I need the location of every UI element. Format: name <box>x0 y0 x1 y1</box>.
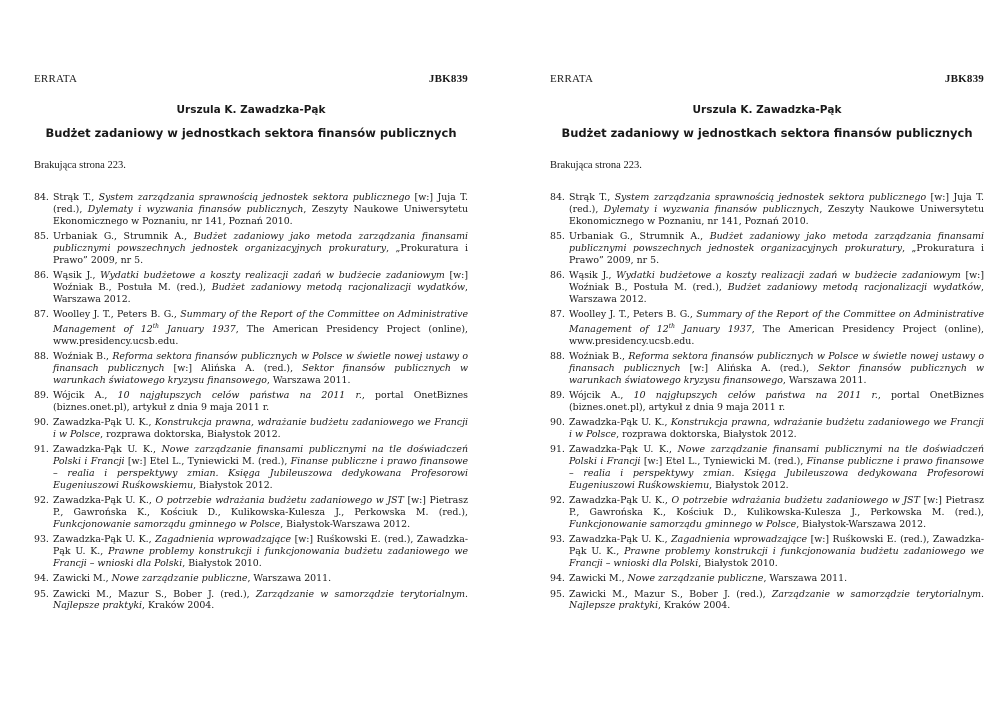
reference-number: 88. <box>550 351 565 363</box>
reference-text <box>569 231 984 266</box>
reference-text-run: , portal OnetBiznes (biznes.onet.pl), artykuł z dnia 9 maja 2011 r. <box>569 390 984 413</box>
reference-text-run: , The American Presidency Project (online), www.presidency.ucsb.edu. <box>569 323 984 347</box>
reference-number: 88. <box>34 351 49 363</box>
reference-text-run: Woźniak B., <box>53 351 113 363</box>
reference-item <box>34 573 468 585</box>
reference-text-run: Urbaniak G., Strumnik A., <box>569 230 710 242</box>
reference-item <box>550 270 984 305</box>
reference-number: 94. <box>34 573 49 585</box>
reference-text <box>53 270 468 305</box>
reference-number: 89. <box>550 390 565 402</box>
header-errata-label: ERRATA <box>34 73 78 85</box>
author-name: Urszula K. Zawadzka-Pąk <box>176 104 326 116</box>
reference-text <box>569 444 984 490</box>
reference-text-run: , Białystok 2010. <box>182 557 262 569</box>
reference-text-run: , „Prokuratura i Prawo” 2009, nr 5. <box>53 242 468 266</box>
reference-title-run: System zarządzania sprawnością jednostek sektora publicznego <box>614 192 927 203</box>
reference-text-run: [w:] Juja T. (red.), <box>53 192 468 215</box>
reference-title-run: O potrzebie wdrażania budżetu zadaniowego w JST <box>155 495 404 507</box>
reference-title-run: Zarządzanie w samorządzie terytorialnym. Najlepsze praktyki <box>569 588 984 612</box>
reference-item <box>550 573 984 585</box>
reference-text-run: Zawicki M., <box>569 573 628 585</box>
reference-text-run: Zawadzka-Pąk U. K., <box>569 417 671 429</box>
missing-page-note: Brakująca strona 223. <box>550 160 642 171</box>
reference-text-run: Urbaniak G., Strumnik A., <box>53 230 194 242</box>
errata-page-right <box>550 0 984 701</box>
reference-number: 91. <box>34 444 49 456</box>
reference-text-run: , Zeszyty Naukowe Uniwersytetu Ekonomicznego w Poznaniu, nr 141, Poznań 2010. <box>569 203 984 227</box>
reference-text-run: Woźniak B., <box>569 351 629 363</box>
reference-number: 90. <box>34 417 49 429</box>
reference-item <box>34 390 468 414</box>
reference-title-run: Konstrukcja prawna, wdrażanie budżetu zadaniowego we Francji i w Polsce <box>569 417 984 441</box>
reference-text-run: , rozprawa doktorska, Białystok 2012. <box>616 429 797 441</box>
reference-text-run: Zawicki M., Mazur S., Bober J. (red.), <box>569 588 772 600</box>
reference-text <box>53 309 468 347</box>
reference-title-run: Funkcjonowanie samorządu gminnego w Polsce <box>569 518 797 530</box>
reference-item <box>34 417 468 441</box>
reference-text <box>569 351 984 386</box>
reference-item <box>550 495 984 530</box>
reference-text-run: [w:] Alińska A. (red.), <box>680 362 819 374</box>
reference-number: 85. <box>550 230 565 242</box>
reference-title-run: Dylematy i wyzwania finansów publicznych <box>87 203 304 215</box>
reference-text-run: Woolley J. T., Peters B. G., <box>53 308 181 320</box>
reference-title-run: Konstrukcja prawna, wdrażanie budżetu zadaniowego we Francji i w Polsce <box>53 417 468 441</box>
reference-item <box>34 589 468 613</box>
reference-title-run: Zagadnienia wprowadzające <box>671 534 808 546</box>
reference-title-run: January 1937 <box>675 323 752 335</box>
reference-title-run: Funkcjonowanie samorządu gminnego w Polsce <box>53 518 281 530</box>
reference-number: 87. <box>550 308 565 320</box>
reference-text-run: , Białystok 2012. <box>709 479 789 491</box>
reference-item <box>34 495 468 530</box>
reference-text <box>569 534 984 569</box>
reference-text <box>569 390 984 413</box>
reference-number: 95. <box>550 588 565 600</box>
reference-number: 93. <box>550 534 565 546</box>
reference-number: 90. <box>550 417 565 429</box>
reference-text-run: Wójcik A., <box>569 390 634 402</box>
reference-text-run: , Warszawa 2011. <box>763 573 848 585</box>
reference-item <box>550 390 984 414</box>
reference-text-run: Zawadzka-Pąk U. K., <box>53 444 162 456</box>
reference-text-run: , Białystok-Warszawa 2012. <box>796 518 927 530</box>
reference-item <box>550 444 984 491</box>
reference-text-run: , Kraków 2004. <box>142 600 215 612</box>
reference-item <box>550 351 984 386</box>
reference-number: 92. <box>550 495 565 507</box>
reference-text <box>53 534 468 569</box>
header-code: JBK839 <box>944 73 984 85</box>
reference-text <box>569 417 984 440</box>
reference-title-run: Zagadnienia wprowadzające <box>155 534 292 546</box>
reference-title-run: Zarządzanie w samorządzie terytorialnym. Najlepsze praktyki <box>53 588 468 612</box>
reference-title-run: Budżet zadaniowy jako metoda zarządzania finansami publicznymi powszechnych jednostek organizacyjnych prokuratury <box>53 230 468 254</box>
reference-text-run: Wąsik J., <box>53 269 101 281</box>
header-errata-label: ERRATA <box>550 73 594 85</box>
reference-text <box>53 495 468 530</box>
reference-number: 86. <box>34 269 49 281</box>
reference-text-run: Wąsik J., <box>569 269 617 281</box>
reference-title-run: Prawne problemy konstrukcji i funkcjonowania budżetu zadaniowego we Francji – wnioski dla Polski <box>53 545 468 569</box>
reference-item <box>34 231 468 266</box>
reference-text-run: [w:] Woźniak B., Postuła M. (red.), <box>53 269 468 293</box>
reference-title-run: Nowe zarządzanie finansami publicznymi na tle doświadczeń Polski i Francji <box>569 444 984 468</box>
reference-item <box>34 534 468 569</box>
reference-text <box>569 495 984 530</box>
page-header <box>34 73 468 87</box>
header-code: JBK839 <box>428 73 468 85</box>
reference-text <box>53 589 468 612</box>
reference-text-run: Zawadzka-Pąk U. K., <box>569 534 672 546</box>
reference-text-run: [w:] Pietrasz P., Gawrońska K., Kościuk D., Kulikowska-Kulesza J., Perkowska M. (red.), <box>569 495 985 518</box>
reference-list <box>34 192 468 616</box>
reference-text <box>53 351 468 386</box>
reference-number: 87. <box>34 308 49 320</box>
reference-text <box>569 309 984 347</box>
reference-item <box>550 417 984 441</box>
book-title: Budżet zadaniowy w jednostkach sektora finansów publicznych <box>561 126 973 140</box>
reference-text-run: , „Prokuratura i Prawo” 2009, nr 5. <box>569 242 984 266</box>
reference-text-run: , Warszawa 2011. <box>247 573 332 585</box>
page-header <box>550 73 984 87</box>
author-name: Urszula K. Zawadzka-Pąk <box>692 104 842 116</box>
reference-text-run: [w:] Juja T. (red.), <box>569 192 984 215</box>
reference-text <box>569 589 984 612</box>
reference-title-run: January 1937 <box>159 323 236 335</box>
reference-text-run: Zawadzka-Pąk U. K., <box>53 495 156 507</box>
reference-item <box>34 270 468 305</box>
reference-text-run: Strąk T., <box>569 192 615 203</box>
reference-text-run: [w:] Etel L., Tyniewicki M. (red.), <box>124 456 291 468</box>
reference-title-run: Reforma sektora finansów publicznych w Polsce w świetle nowej ustawy o finansach publicznych <box>569 351 985 374</box>
reference-title-run: 10 najgłupszych celów państwa na 2011 r. <box>117 390 362 402</box>
reference-number: 92. <box>34 495 49 507</box>
reference-title-run: Wydatki budżetowe a koszty realizacji zadań w budżecie zadaniowym <box>616 269 961 281</box>
reference-title-run: Budżet zadaniowy metodą racjonalizacji wydatków <box>211 281 466 293</box>
reference-text-run: , Zeszyty Naukowe Uniwersytetu Ekonomicznego w Poznaniu, nr 141, Poznań 2010. <box>53 203 468 227</box>
reference-number: 91. <box>550 444 565 456</box>
reference-list <box>550 192 984 616</box>
reference-number: 85. <box>34 230 49 242</box>
reference-title-run: 10 najgłupszych celów państwa na 2011 r. <box>633 390 878 402</box>
reference-text-run: [w:] Woźniak B., Postuła M. (red.), <box>569 269 984 293</box>
reference-text-run: Strąk T., <box>53 192 99 203</box>
reference-text-run: [w:] Ruśkowski E. (red.), Zawadzka-Pąk U. K., <box>569 534 984 557</box>
reference-number: 89. <box>34 390 49 402</box>
reference-item <box>34 192 468 227</box>
reference-title-run: th <box>668 322 675 330</box>
reference-text <box>569 270 984 305</box>
reference-title-run: Sektor finansów publicznych w warunkach światowego kryzysu finansowego <box>569 362 985 386</box>
reference-text-run: Zawadzka-Pąk U. K., <box>569 444 678 456</box>
reference-item <box>34 351 468 386</box>
reference-item <box>550 589 984 613</box>
reference-title-run: Dylematy i wyzwania finansów publicznych <box>603 203 820 215</box>
reference-text-run: Zawadzka-Pąk U. K., <box>53 534 156 546</box>
reference-title-run: O potrzebie wdrażania budżetu zadaniowego w JST <box>671 495 920 507</box>
reference-number: 95. <box>34 588 49 600</box>
reference-text-run: , Warszawa 2011. <box>266 374 351 386</box>
errata-page-left <box>34 0 468 701</box>
reference-text <box>53 417 468 440</box>
reference-text-run: , rozprawa doktorska, Białystok 2012. <box>100 429 281 441</box>
reference-title-run: Budżet zadaniowy metodą racjonalizacji wydatków <box>727 281 982 293</box>
reference-text <box>53 192 468 227</box>
reference-text-run: Zawadzka-Pąk U. K., <box>569 495 672 507</box>
reference-title-run: Wydatki budżetowe a koszty realizacji zadań w budżecie zadaniowym <box>100 269 445 281</box>
reference-item <box>550 534 984 569</box>
reference-text-run: , Kraków 2004. <box>658 600 731 612</box>
reference-title-run: System zarządzania sprawnością jednostek sektora publicznego <box>98 192 411 203</box>
reference-number: 84. <box>34 192 49 203</box>
reference-text-run: , Białystok 2012. <box>193 479 273 491</box>
reference-text-run: , Białystok 2010. <box>698 557 778 569</box>
reference-title-run: th <box>152 322 159 330</box>
reference-text-run: [w:] Ruśkowski E. (red.), Zawadzka-Pąk U. K., <box>53 534 468 557</box>
reference-text-run: , Białystok-Warszawa 2012. <box>280 518 411 530</box>
reference-title-run: Summary of the Report of the Committee on Administrative Management of 12 <box>53 308 468 335</box>
reference-title-run: Nowe zarządzanie publiczne <box>111 573 248 585</box>
missing-page-note: Brakująca strona 223. <box>34 160 126 171</box>
reference-number: 84. <box>550 192 565 203</box>
reference-text-run: [w:] Etel L., Tyniewicki M. (red.), <box>640 456 807 468</box>
reference-text-run: Zawicki M., Mazur S., Bober J. (red.), <box>53 588 256 600</box>
reference-text <box>53 390 468 413</box>
reference-text-run: , Warszawa 2012. <box>569 281 985 305</box>
reference-text-run: [w:] Pietrasz P., Gawrońska K., Kościuk D., Kulikowska-Kulesza J., Perkowska M. (red.), <box>53 495 469 518</box>
reference-text-run: Woolley J. T., Peters B. G., <box>569 308 697 320</box>
reference-title-run: Reforma sektora finansów publicznych w Polsce w świetle nowej ustawy o finansach publicznych <box>53 351 469 374</box>
reference-item <box>550 309 984 348</box>
reference-title-run: Sektor finansów publicznych w warunkach światowego kryzysu finansowego <box>53 362 469 386</box>
reference-text-run: , portal OnetBiznes (biznes.onet.pl), artykuł z dnia 9 maja 2011 r. <box>53 390 468 413</box>
reference-title-run: Nowe zarządzanie finansami publicznymi na tle doświadczeń Polski i Francji <box>53 444 468 468</box>
reference-item <box>550 231 984 266</box>
reference-number: 94. <box>550 573 565 585</box>
reference-text-run: Wójcik A., <box>53 390 118 402</box>
reference-title-run: Finanse publiczne i prawo finansowe – realia i perspektywy zmian. Księga Jubileuszowa dedykowana Profesorowi Eugeniuszowi Ruśkowskiemu <box>569 456 984 491</box>
reference-item <box>550 192 984 227</box>
reference-text-run: , The American Presidency Project (online), www.presidency.ucsb.edu. <box>53 323 468 347</box>
reference-item <box>34 309 468 348</box>
reference-title-run: Prawne problemy konstrukcji i funkcjonowania budżetu zadaniowego we Francji – wnioski dla Polski <box>569 545 984 569</box>
reference-title-run: Budżet zadaniowy jako metoda zarządzania finansami publicznymi powszechnych jednostek organizacyjnych prokuratury <box>569 230 984 254</box>
reference-item <box>34 444 468 491</box>
reference-text <box>569 192 984 227</box>
reference-text-run: , Warszawa 2012. <box>53 281 469 305</box>
reference-text-run: Zawicki M., <box>53 573 112 585</box>
reference-text <box>53 231 468 266</box>
reference-text <box>53 573 331 584</box>
book-title: Budżet zadaniowy w jednostkach sektora finansów publicznych <box>45 126 457 140</box>
reference-number: 86. <box>550 269 565 281</box>
reference-text-run: Zawadzka-Pąk U. K., <box>53 417 155 429</box>
reference-text-run: [w:] Alińska A. (red.), <box>164 362 303 374</box>
reference-number: 93. <box>34 534 49 546</box>
reference-text-run: , Warszawa 2011. <box>782 374 867 386</box>
reference-text <box>53 444 468 490</box>
reference-text <box>569 573 847 584</box>
reference-title-run: Nowe zarządzanie publiczne <box>627 573 764 585</box>
reference-title-run: Finanse publiczne i prawo finansowe – realia i perspektywy zmian. Księga Jubileuszowa dedykowana Profesorowi Eugeniuszowi Ruśkowskiemu <box>53 456 468 491</box>
reference-title-run: Summary of the Report of the Committee on Administrative Management of 12 <box>569 308 984 335</box>
